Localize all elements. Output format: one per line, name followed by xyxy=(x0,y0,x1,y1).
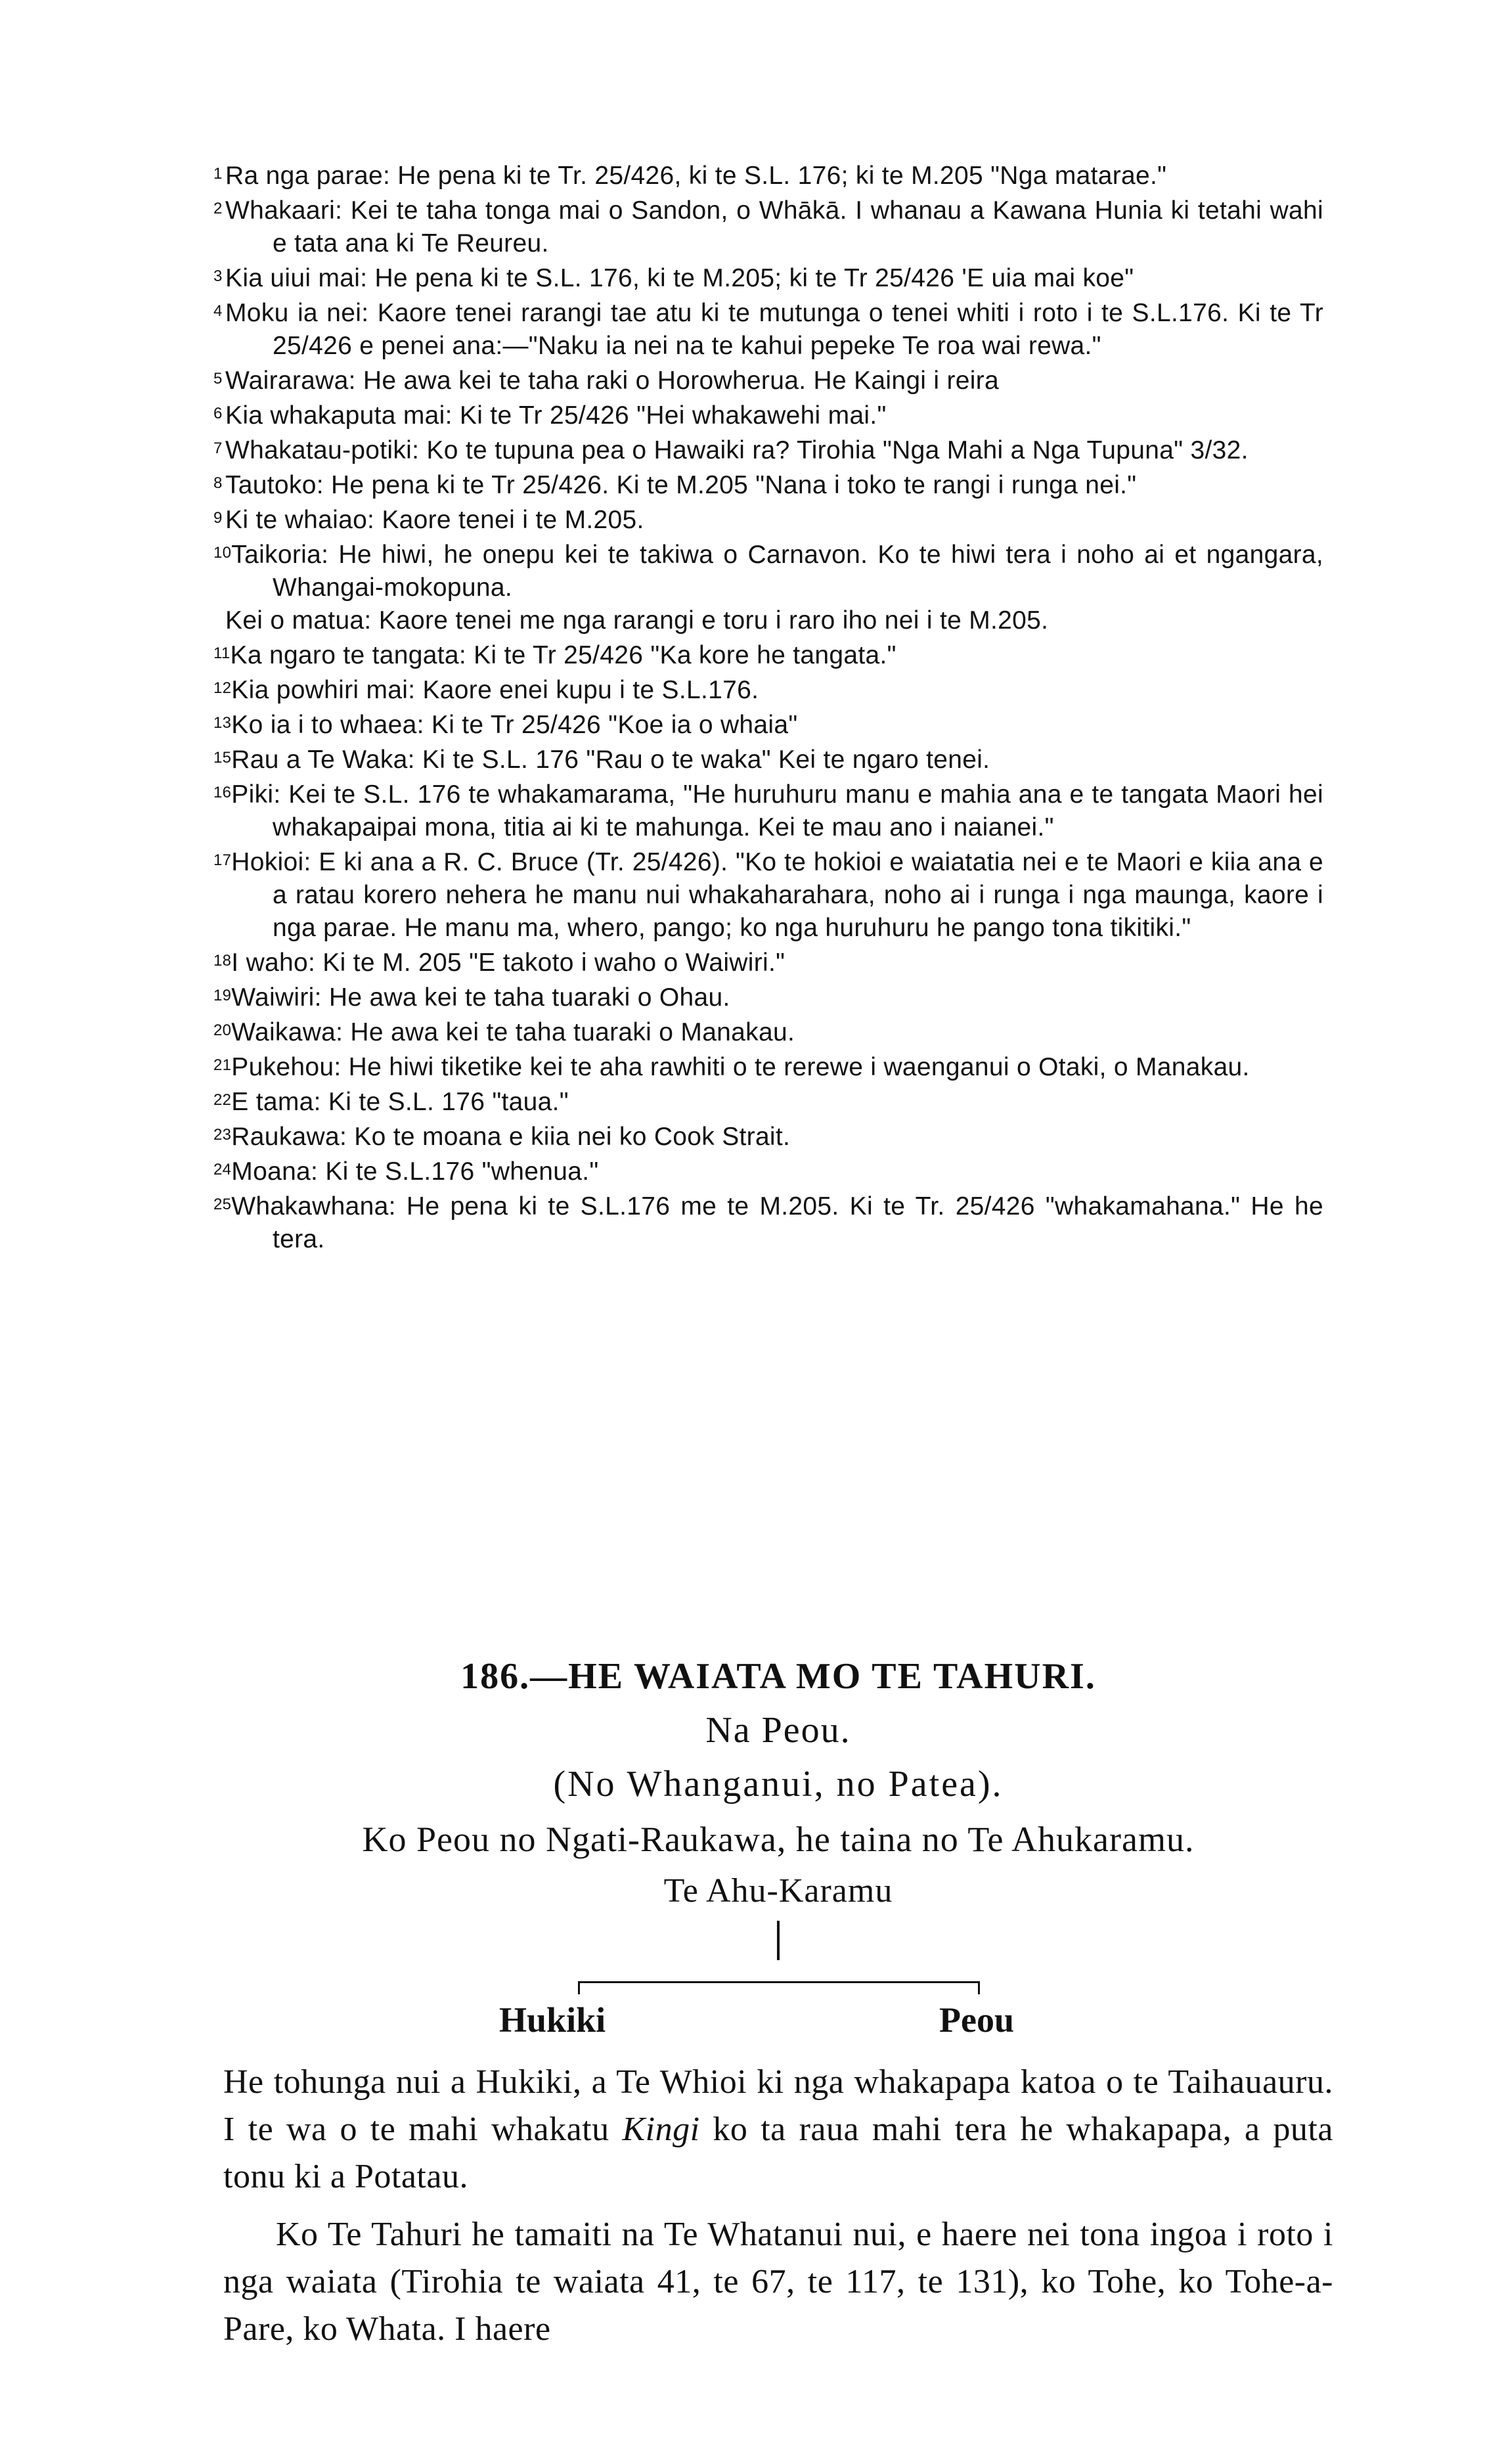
footnote-text: Piki: Kei te S.L. 176 te whakamarama, "He huruhuru manu e mahia ana e te tangata Maori hei whakapaipai mona, titia ai ki te mahunga. Kei te mau ano i naianei." xyxy=(231,780,1323,841)
song-title: 186.—HE WAIATA MO TE TAHURI. xyxy=(460,1656,1096,1697)
footnote xyxy=(213,604,1323,637)
genealogy-child-hukiki: Hukiki xyxy=(499,2000,606,2040)
footnote-text: Rau a Te Waka: Ki te S.L. 176 "Rau o te waka" Kei te ngaro tenei. xyxy=(231,746,990,774)
footnote-text: Hokioi: E ki ana a R. C. Bruce (Tr. 25/426). "Ko te hokioi e waiatatia nei e te Maori e kiia ana e a ratau korero nehera he manu nui whakaharahara, noho ai i runga i nga maunga, kaore i nga parae. He manu ma, whero, pango; ko nga huruhuru he pango tona tikitiki." xyxy=(231,848,1323,942)
footnote-text: Whakaari: Kei te taha tonga mai o Sandon, o Whākā. I whanau a Kawana Hunia ki tetahi wahi e tata ana ki Te Reureu. xyxy=(225,196,1323,258)
song-author: Na Peou. xyxy=(705,1710,851,1751)
footnote xyxy=(213,1119,1323,1154)
body-paragraph-2: Ko Te Tahuri he tamaiti na Te Whatanui nui, e haere nei tona ingoa i roto i nga waiata (Tirohia te waiata 41, te 67, te 117, te 131), ko Tohe, ko Tohe-a-Pare, ko Whata. I haere xyxy=(223,2216,1333,2348)
genealogy-tick-left xyxy=(578,1981,580,1994)
footnote-number: 3 xyxy=(213,267,223,285)
footnote xyxy=(213,672,1323,707)
footnote-text: Waiwiri: He awa kei te taha tuaraki o Ohau. xyxy=(231,983,730,1012)
footnote xyxy=(213,432,1323,467)
footnote-text: Moana: Ki te S.L.176 "whenua." xyxy=(231,1157,599,1186)
footnote-text: Kia uiui mai: He pena ki te S.L. 176, ki te M.205; ki te Tr 25/426 'E uia mai koe" xyxy=(225,264,1134,292)
footnote xyxy=(213,467,1323,502)
footnote-number: 5 xyxy=(213,370,223,388)
footnote xyxy=(213,945,1323,979)
footnote-text: Wairarawa: He awa kei te taha raki o Horowherua. He Kaingi i reira xyxy=(225,367,1000,395)
footnote xyxy=(213,192,1323,260)
footnote xyxy=(213,707,1323,742)
footnote-number: 7 xyxy=(213,439,223,457)
footnote-text: Ki te whaiao: Kaore tenei i te M.205. xyxy=(225,506,644,534)
footnote xyxy=(213,1014,1323,1049)
footnote-number: 15 xyxy=(213,749,232,767)
footnote-text: Pukehou: He hiwi tiketike kei te aha rawhiti o te rerewe i waenganui o Otaki, o Manakau. xyxy=(231,1053,1250,1081)
footnote-text: Raukawa: Ko te moana e kiia nei ko Cook Strait. xyxy=(231,1123,791,1151)
footnote-number: 6 xyxy=(213,405,223,422)
footnote-number: 12 xyxy=(213,679,232,697)
footnote xyxy=(213,776,1323,844)
footnote-number: 18 xyxy=(213,952,232,970)
footnote-number: 4 xyxy=(213,302,223,320)
footnote xyxy=(213,363,1323,397)
footnote-number: 10 xyxy=(213,544,232,562)
genealogy-tick-right xyxy=(978,1981,980,1994)
footnote-text: Moku ia nei: Kaore tenei rarangi tae atu ki te mutunga o tenei whiti i roto i te S.L.176. Ki te Tr 25/426 e penei ana:—"Naku ia nei na te kahui pepeke Te roa wai rewa." xyxy=(225,299,1323,360)
footnote-text: Kei o matua: Kaore tenei me nga rarangi e toru i raro iho nei i te M.205. xyxy=(225,606,1049,635)
footnote-text: Kia powhiri mai: Kaore enei kupu i te S.L.176. xyxy=(231,676,759,704)
footnote xyxy=(213,637,1323,672)
footnote-number: 9 xyxy=(213,509,223,527)
song-intro: Ko Peou no Ngati-Raukawa, he taina no Te Ahukaramu. xyxy=(362,1820,1195,1859)
footnote-number: 20 xyxy=(213,1021,232,1039)
footnote-number: 17 xyxy=(213,851,232,869)
footnote xyxy=(213,1084,1323,1119)
footnotes-section xyxy=(213,158,1323,1256)
para1-text-start: He tohunga nui a Hukiki, a Te Whioi ki nga whakapapa katoa o te Taihauauru. I te wa o te mahi whakatu xyxy=(223,2063,1333,2148)
footnote xyxy=(213,295,1323,363)
genealogy-descent-line xyxy=(777,1921,780,1960)
footnote-number: 21 xyxy=(213,1056,232,1074)
footnote xyxy=(213,742,1323,776)
footnote-text: E tama: Ki te S.L. 176 "taua." xyxy=(231,1088,569,1116)
footnote xyxy=(213,260,1323,295)
footnote-number: 19 xyxy=(213,987,232,1004)
footnote xyxy=(213,1154,1323,1188)
footnote-text: Ko ia i to whaea: Ki te Tr 25/426 "Koe ia o whaia" xyxy=(231,711,798,739)
footnote-text: Tautoko: He pena ki te Tr 25/426. Ki te M.205 "Nana i toko te rangi i runga nei." xyxy=(225,471,1137,499)
song-section xyxy=(223,1649,1333,2353)
footnote xyxy=(213,979,1323,1014)
footnote xyxy=(213,502,1323,537)
footnote-text: Whakawhana: He pena ki te S.L.176 me te M.205. Ki te Tr. 25/426 "whakamahana." He he tera. xyxy=(231,1192,1323,1253)
footnote-number: 25 xyxy=(213,1196,232,1213)
footnote xyxy=(213,844,1323,945)
footnote-number: 13 xyxy=(213,714,232,732)
para1-italic-word: Kingi xyxy=(622,2111,700,2148)
genealogy-tree xyxy=(223,1915,1333,2047)
footnote-number: 16 xyxy=(213,784,232,801)
footnote-text: Taikoria: He hiwi, he onepu kei te takiwa o Carnavon. Ko te hiwi tera i noho ai et ngangara, Whangai-mokopuna. xyxy=(231,541,1323,602)
footnote-text: Ra nga parae: He pena ki te Tr. 25/426, ki te S.L. 176; ki te M.205 "Nga matarae." xyxy=(225,162,1167,190)
footnote-number: 11 xyxy=(213,644,231,662)
footnote xyxy=(213,158,1323,192)
genealogy-sibling-line xyxy=(578,1981,980,1983)
footnote-text: Whakatau-potiki: Ko te tupuna pea o Hawaiki ra? Tirohia "Nga Mahi a Nga Tupuna" 3/32. xyxy=(225,436,1249,464)
footnote-text: Ka ngaro te tangata: Ki te Tr 25/426 "Ka kore he tangata." xyxy=(230,641,896,669)
footnote-number: 1 xyxy=(213,165,223,183)
footnote xyxy=(213,1049,1323,1084)
para1-text-end: ko ta raua mahi tera he whakapapa, a puta tonu ki a Potatau. xyxy=(223,2111,1333,2195)
genealogy-root: Te Ahu-Karamu xyxy=(663,1872,893,1910)
footnote-text: I waho: Ki te M. 205 "E takoto i waho o Waiwiri." xyxy=(231,949,785,977)
footnote-text: Kia whakaputa mai: Ki te Tr 25/426 "Hei whakawehi mai." xyxy=(225,401,887,430)
song-origin: (No Whanganui, no Patea). xyxy=(553,1764,1004,1804)
footnote xyxy=(213,397,1323,432)
footnote xyxy=(213,1188,1323,1256)
body-paragraph-1 xyxy=(223,2059,1333,2201)
footnote-number: 23 xyxy=(213,1126,232,1144)
footnote xyxy=(213,537,1323,604)
footnote-text: Waikawa: He awa kei te taha tuaraki o Manakau. xyxy=(231,1018,795,1046)
footnote-number: 2 xyxy=(213,200,223,217)
footnote-number: 8 xyxy=(213,474,223,492)
footnote-number: 24 xyxy=(213,1161,232,1178)
footnote-number: 22 xyxy=(213,1091,232,1109)
genealogy-child-peou: Peou xyxy=(939,2000,1014,2040)
